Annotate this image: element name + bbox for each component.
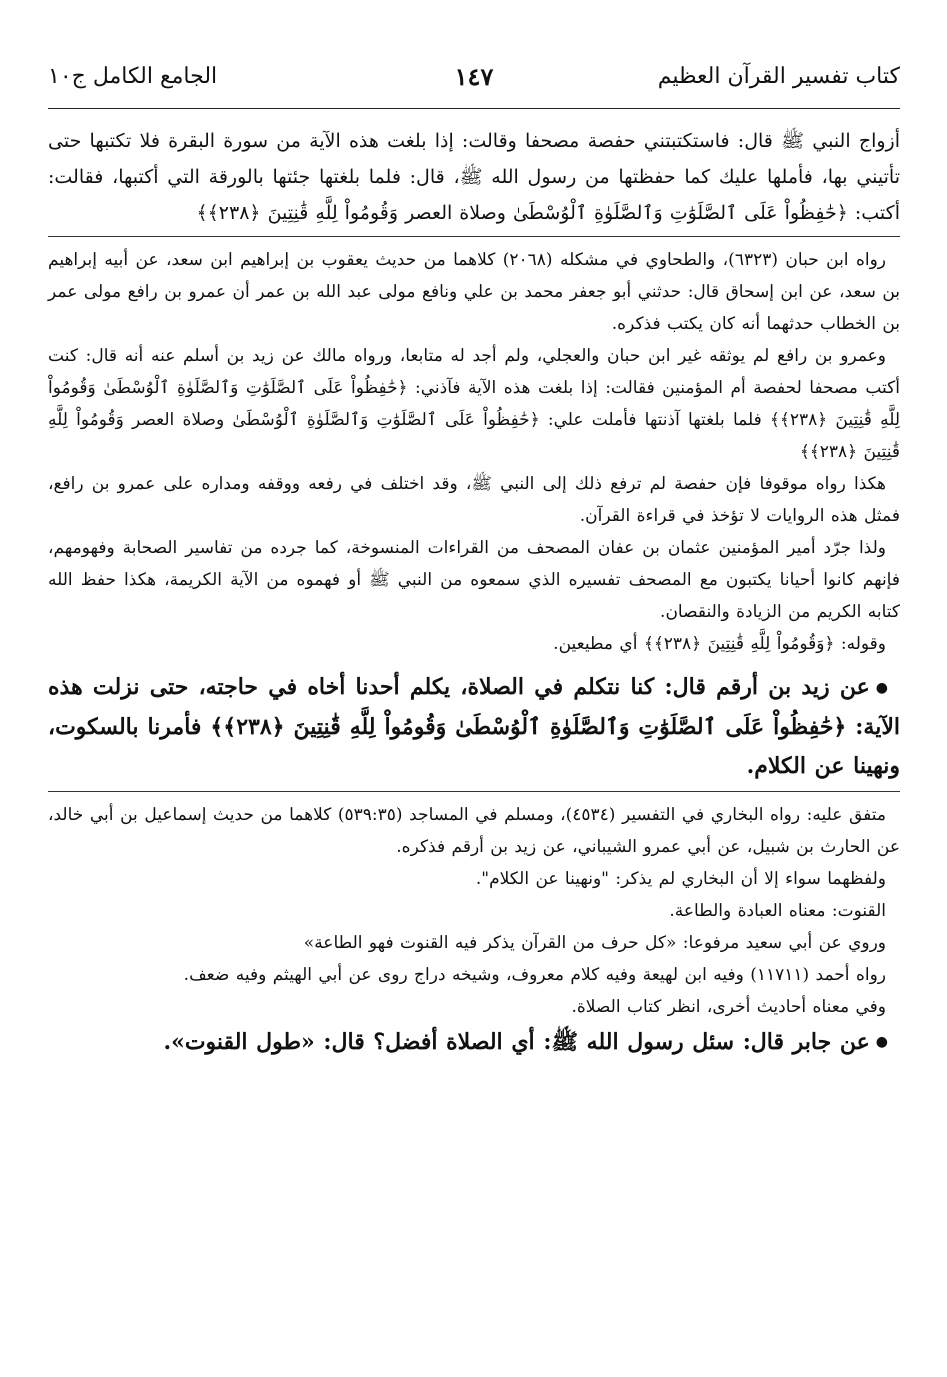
section-divider xyxy=(48,791,900,792)
bullet-icon: ● xyxy=(875,679,888,696)
paragraph-text: ولفظهما سواء إلا أن البخاري لم يذكر: "ونهينا عن الكلام". xyxy=(475,868,886,889)
paragraph-text: رواه ابن حبان (٦٣٢٣)، والطحاوي في مشكله (٢٠٦٨) كلاهما من حديث يعقوب بن إبراهيم ابن سعد، عن أبيه إبراهيم بن سعد، عن ابن إسحاق قال: حدثني أبو جعفر محمد بن علي ونافع مولى عبد الله بن عمر أن عمرو بن رافع مولى عمر بن الخطاب حدثهما أنه كان يكتب فذكره. xyxy=(48,250,900,334)
commentary-paragraph xyxy=(48,340,900,468)
volume-title: الجامع الكامل ج١٠ xyxy=(48,64,218,89)
hadith-paragraph xyxy=(48,668,900,786)
paragraph-text: القنوت: معناه العبادة والطاعة. xyxy=(669,900,886,921)
book-page xyxy=(48,52,900,1062)
commentary-paragraph xyxy=(48,927,900,959)
paragraph-text: وروي عن أبي سعيد مرفوعا: «كل حرف من القرآن يذكر فيه القنوت فهو الطاعة» xyxy=(303,932,886,953)
paragraph-text: أزواج النبي ﷺ قال: فاستكتبتني حفصة مصحفا وقالت: إذا بلغت هذه الآية من سورة البقرة فلا تكتبها حتى تأتيني بها، فأملها عليك كما حفظتها من رسول الله ﷺ، قال: فلما بلغتها جئتها بالورقة التي أكتبها، فقالت: أكتب: ﴿حَٰفِظُواْ عَلَى ٱلصَّلَوَٰتِ وَٱلصَّلَوٰةِ ٱلْوُسْطَىٰ وصلاة العصر وَقُومُواْ لِلَّهِ قَٰنِتِينَ ﴿٢٣٨﴾﴾ xyxy=(48,130,900,224)
narration-paragraph xyxy=(48,123,900,231)
commentary-paragraph xyxy=(48,244,900,340)
header-divider xyxy=(48,108,900,109)
page-number: ١٤٧ xyxy=(454,62,494,91)
page-body xyxy=(48,123,900,1062)
section-divider xyxy=(48,236,900,237)
paragraph-text: وفي معناه أحاديث أخرى، انظر كتاب الصلاة. xyxy=(571,996,886,1017)
running-header xyxy=(48,52,900,106)
paragraph-text: عن جابر قال: سئل رسول الله ﷺ: أي الصلاة أفضل؟ قال: «طول القنوت». xyxy=(163,1028,870,1055)
paragraph-text: رواه أحمد (١١٧١١) وفيه ابن لهيعة وفيه كلام معروف، وشيخه دراج روى عن أبي الهيثم وفيه ضعف. xyxy=(183,964,886,985)
paragraph-text: ولذا جرّد أمير المؤمنين عثمان بن عفان المصحف من القراءات المنسوخة، كما جرده من تفاسير الصحابة وفهومهم، فإنهم كانوا أحيانا يكتبون مع المصحف تفسيره الذي سمعوه من النبي ﷺ أو فهموه من الآية الكريمة، هكذا حفظ الله كتابه الكريم من الزيادة والنقصان. xyxy=(48,538,900,622)
commentary-paragraph xyxy=(48,532,900,628)
commentary-paragraph xyxy=(48,628,900,660)
commentary-paragraph xyxy=(48,799,900,863)
paragraph-text: عن زيد بن أرقم قال: كنا نتكلم في الصلاة، يكلم أحدنا أخاه في حاجته، حتى نزلت هذه الآية: ﴿حَٰفِظُواْ عَلَى ٱلصَّلَوَٰتِ وَٱلصَّلَوٰةِ ٱلْوُسْطَىٰ وَقُومُواْ لِلَّهِ قَٰنِتِينَ ﴿٢٣٨﴾﴾ فأمرنا بالسكوت، ونهينا عن الكلام. xyxy=(48,674,900,779)
paragraph-text: هكذا رواه موقوفا فإن حفصة لم ترفع ذلك إلى النبي ﷺ، وقد اختلف في رفعه ووقفه ومداره على عمرو بن رافع، فمثل هذه الروايات لا تؤخذ في قراءة القرآن. xyxy=(48,474,900,526)
bullet-icon: ● xyxy=(875,1034,888,1050)
commentary-paragraph xyxy=(48,468,900,532)
commentary-paragraph xyxy=(48,863,900,895)
commentary-paragraph xyxy=(48,895,900,927)
spacer xyxy=(48,660,900,668)
paragraph-text: وقوله: ﴿وَقُومُواْ لِلَّهِ قَٰنِتِينَ ﴿٢٣٨﴾﴾ أي مطيعين. xyxy=(553,634,886,654)
hadith-paragraph xyxy=(48,1023,900,1063)
paragraph-text: وعمرو بن رافع لم يوثقه غير ابن حبان والعجلي، ولم أجد له متابعا، ورواه مالك عن زيد بن أسلم عنه أنه قال: كنت أكتب مصحفا لحفصة أم المؤمنين فقالت: إذا بلغت هذه الآية فآذني: ﴿حَٰفِظُواْ عَلَى ٱلصَّلَوَٰتِ وَٱلصَّلَوٰةِ ٱلْوُسْطَىٰ وَقُومُواْ لِلَّهِ قَٰنِتِينَ ﴿٢٣٨﴾﴾ فلما بلغتها آذنتها فأملت علي: ﴿حَٰفِظُواْ عَلَى ٱلصَّلَوَٰتِ وَٱلصَّلَوٰةِ ٱلْوُسْطَىٰ وصلاة العصر وَقُومُواْ لِلَّهِ قَٰنِتِينَ ﴿٢٣٨﴾﴾ xyxy=(48,346,900,462)
commentary-paragraph xyxy=(48,959,900,991)
paragraph-text: متفق عليه: رواه البخاري في التفسير (٤٥٣٤)، ومسلم في المساجد (٥٣٩:٣٥) كلاهما من حديث إسماعيل بن أبي خالد، عن الحارث بن شبيل، عن أبي عمرو الشيباني، عن زيد بن أرقم فذكره. xyxy=(48,804,900,857)
book-title: كتاب تفسير القرآن العظيم xyxy=(657,64,900,89)
commentary-paragraph xyxy=(48,991,900,1023)
